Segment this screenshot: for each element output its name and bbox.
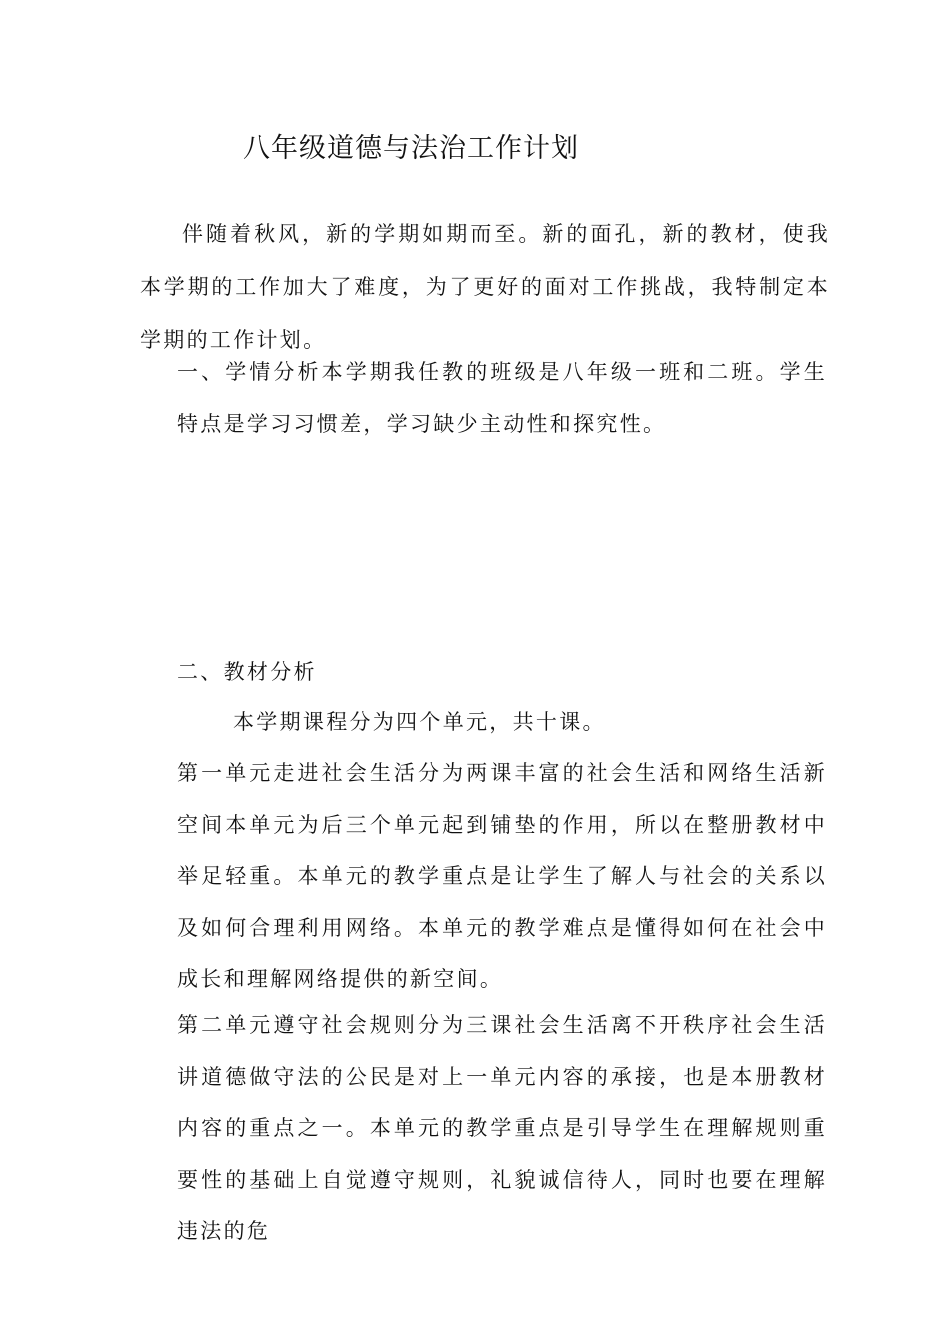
unit2-paragraph: 第二单元遵守社会规则分为三课社会生活离不开秩序社会生活讲道德做守法的公民是对上一单元内容的承接，也是本册教材内容的重点之一。本单元的教学重点是引导学生在理解规则重要性的基础上自觉遵守规则，礼貌诚信待人，同时也要在理解违法的危 <box>177 1013 827 1243</box>
section2-summary: 本学期课程分为四个单元，共十课。 <box>233 710 606 734</box>
unit1-paragraph: 第一单元走进社会生活分为两课丰富的社会生活和网络生活新空间本单元为后三个单元起到铺垫的作用，所以在整册教材中举足轻重。本单元的教学重点是让学生了解人与社会的关系以及如何合理利用网络。本单元的教学难点是懂得如何在社会中成长和理解网络提供的新空间。 <box>177 761 827 991</box>
section2-heading: 二、教材分析 <box>177 660 317 684</box>
document-title: 八年级道德与法治工作计划 <box>243 133 579 165</box>
intro-paragraph: 伴随着秋风，新的学期如期而至。新的面孔，新的教材，使我本学期的工作加大了难度，为了更好的面对工作挑战，我特制定本学期的工作计划。 <box>140 222 830 352</box>
section1-paragraph: 一、学情分析本学期我任教的班级是八年级一班和二班。学生特点是学习习惯差，学习缺少主动性和探究性。 <box>177 360 827 436</box>
